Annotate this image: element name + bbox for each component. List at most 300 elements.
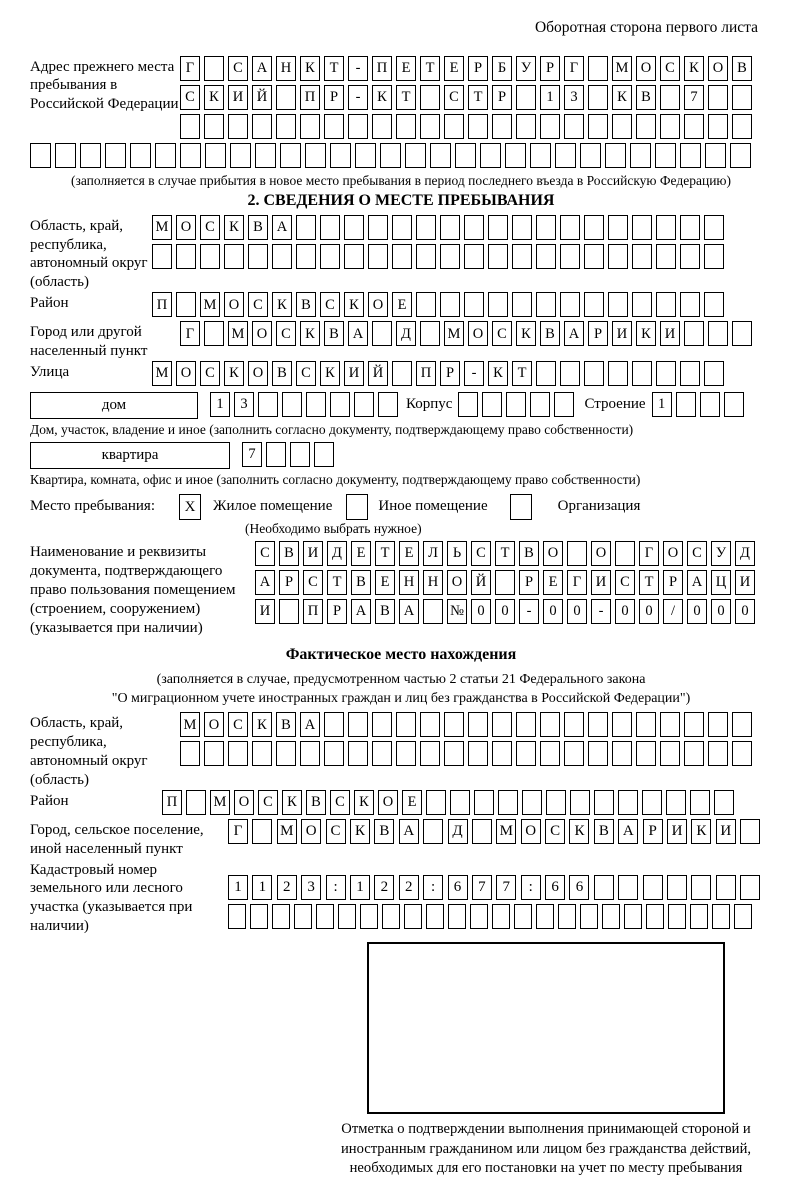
char-box — [612, 741, 632, 766]
char-box: А — [399, 599, 419, 624]
char-box — [732, 85, 752, 110]
char-box — [608, 244, 628, 269]
confirmation-stamp-area — [367, 942, 725, 1114]
char-box — [588, 56, 608, 81]
char-box: Е — [375, 570, 395, 595]
char-box: О — [591, 541, 611, 566]
char-box: В — [296, 292, 316, 317]
char-box — [584, 244, 604, 269]
actual-region-label: Область, край, республика, автономный округ (область) — [30, 715, 148, 788]
char-box — [492, 712, 512, 737]
char-box — [230, 143, 251, 168]
char-box — [516, 114, 536, 139]
char-box: Т — [639, 570, 659, 595]
char-box: А — [399, 819, 419, 844]
char-box: 6 — [545, 875, 565, 900]
char-box — [506, 392, 526, 417]
char-box — [632, 244, 652, 269]
actual-city-line — [228, 819, 760, 844]
apartment-row — [30, 442, 772, 471]
char-box — [656, 244, 676, 269]
char-box: С — [255, 541, 275, 566]
actual-region-grid — [180, 712, 752, 770]
char-box — [344, 244, 364, 269]
char-box — [444, 741, 464, 766]
char-box — [704, 215, 724, 240]
region-line2 — [152, 244, 724, 269]
prev-address-grid — [180, 56, 752, 143]
char-box — [372, 321, 392, 346]
char-box: Г — [567, 570, 587, 595]
document-line3 — [255, 599, 755, 624]
char-box: И — [660, 321, 680, 346]
char-box — [660, 85, 680, 110]
region-row — [30, 215, 772, 293]
char-box — [636, 741, 656, 766]
char-box — [560, 292, 580, 317]
char-box — [536, 292, 556, 317]
char-box — [660, 741, 680, 766]
char-box: Н — [399, 570, 419, 595]
char-box — [416, 292, 436, 317]
char-box — [290, 442, 310, 467]
char-box — [516, 712, 536, 737]
char-box — [248, 244, 268, 269]
char-box — [416, 244, 436, 269]
char-box: Е — [351, 541, 371, 566]
char-box — [426, 790, 446, 815]
char-box: К — [612, 85, 632, 110]
char-box — [656, 215, 676, 240]
char-box — [444, 712, 464, 737]
char-box — [426, 904, 444, 929]
char-box — [176, 244, 196, 269]
char-box — [530, 143, 551, 168]
char-box — [530, 392, 550, 417]
char-box — [468, 741, 488, 766]
stay-type-note: (Необходимо выбрать нужное) — [245, 521, 422, 537]
char-box — [204, 741, 224, 766]
char-box: Т — [512, 361, 532, 386]
char-box — [204, 114, 224, 139]
char-box — [512, 215, 532, 240]
char-box: К — [204, 85, 224, 110]
actual-district-label: Район — [30, 792, 69, 809]
char-box — [252, 114, 272, 139]
char-box: 0 — [543, 599, 563, 624]
char-box: П — [372, 56, 392, 81]
char-box — [684, 712, 704, 737]
char-box — [348, 741, 368, 766]
char-box — [564, 712, 584, 737]
stroenie-label: Строение — [584, 396, 646, 413]
char-box — [30, 143, 51, 168]
char-box — [655, 143, 676, 168]
char-box: С — [320, 292, 340, 317]
char-box — [666, 790, 686, 815]
char-box: И — [735, 570, 755, 595]
char-box — [458, 392, 478, 417]
house-cells — [210, 392, 398, 417]
char-box: 0 — [615, 599, 635, 624]
char-box: С — [545, 819, 565, 844]
char-box — [488, 292, 508, 317]
apartment-field-label: квартира — [101, 447, 159, 464]
char-box — [296, 244, 316, 269]
apartment-caption: Квартира, комната, офис и иное (заполнить согласно документу, подтверждающему право собственности) — [30, 472, 641, 488]
district-row — [30, 292, 772, 321]
char-box: И — [344, 361, 364, 386]
char-box — [656, 292, 676, 317]
char-box: С — [326, 819, 346, 844]
char-box: А — [351, 599, 371, 624]
char-box: С — [200, 361, 220, 386]
char-box — [372, 741, 392, 766]
char-box — [472, 819, 492, 844]
char-box: А — [300, 712, 320, 737]
char-box — [380, 143, 401, 168]
char-box: 0 — [735, 599, 755, 624]
char-box — [584, 215, 604, 240]
char-box — [440, 292, 460, 317]
char-box: О — [663, 541, 683, 566]
char-box: Е — [444, 56, 464, 81]
char-box — [522, 790, 542, 815]
char-box: О — [204, 712, 224, 737]
char-box — [660, 114, 680, 139]
char-box — [667, 875, 687, 900]
char-box — [668, 904, 686, 929]
char-box — [708, 85, 728, 110]
char-box — [338, 904, 356, 929]
document-line2 — [255, 570, 755, 595]
char-box: 0 — [567, 599, 587, 624]
char-box — [488, 215, 508, 240]
char-box: 3 — [234, 392, 254, 417]
char-box — [554, 392, 574, 417]
char-box: И — [591, 570, 611, 595]
char-box — [594, 790, 614, 815]
actual-location-caption1: (заполняется в случае, предусмотренном частью 2 статьи 21 Федерального закона — [156, 671, 646, 687]
char-box — [536, 361, 556, 386]
char-box: - — [348, 85, 368, 110]
char-box: К — [354, 790, 374, 815]
char-box: И — [716, 819, 736, 844]
cadastral-label: Кадастровый номер земельного или лесного участка (указывается при наличии) — [30, 861, 193, 935]
char-box — [700, 392, 720, 417]
char-box — [580, 143, 601, 168]
char-box: М — [152, 215, 172, 240]
char-box — [732, 741, 752, 766]
prev-address-line4 — [30, 143, 772, 168]
char-box — [505, 143, 526, 168]
char-box — [205, 143, 226, 168]
char-box — [680, 292, 700, 317]
char-box — [252, 741, 272, 766]
char-box: Н — [276, 56, 296, 81]
char-box — [564, 114, 584, 139]
char-box: У — [711, 541, 731, 566]
char-box: О — [521, 819, 541, 844]
char-box: М — [210, 790, 230, 815]
char-box: К — [488, 361, 508, 386]
char-box — [470, 904, 488, 929]
char-box — [396, 741, 416, 766]
char-box — [55, 143, 76, 168]
char-box — [468, 114, 488, 139]
char-box: Е — [399, 541, 419, 566]
char-box — [480, 143, 501, 168]
stay-type-option-residential: Жилое помещение — [213, 498, 333, 515]
char-box — [392, 244, 412, 269]
char-box: О — [301, 819, 321, 844]
char-box — [324, 741, 344, 766]
char-box: 6 — [569, 875, 589, 900]
char-box — [564, 741, 584, 766]
char-box: К — [344, 292, 364, 317]
char-box: Д — [735, 541, 755, 566]
section2-title: 2. СВЕДЕНИЯ О МЕСТЕ ПРЕБЫВАНИЯ — [247, 191, 555, 209]
char-box — [200, 244, 220, 269]
stay-type-row — [30, 494, 772, 520]
actual-city-row — [30, 819, 772, 859]
char-box — [330, 143, 351, 168]
char-box: № — [447, 599, 467, 624]
char-box: О — [252, 321, 272, 346]
char-box — [488, 244, 508, 269]
char-box: П — [162, 790, 182, 815]
korpus-label: Корпус — [406, 396, 453, 413]
apartment-field-box — [30, 442, 230, 469]
char-box — [320, 244, 340, 269]
char-box — [684, 114, 704, 139]
char-box: Г — [180, 321, 200, 346]
char-box: 3 — [564, 85, 584, 110]
actual-region-line1 — [180, 712, 752, 737]
char-box — [540, 741, 560, 766]
char-box — [378, 392, 398, 417]
char-box — [464, 215, 484, 240]
char-box: Т — [396, 85, 416, 110]
char-box: И — [255, 599, 275, 624]
cadastral-line1 — [228, 875, 760, 900]
char-box — [152, 244, 172, 269]
char-box — [204, 56, 224, 81]
char-box — [186, 790, 206, 815]
char-box — [588, 712, 608, 737]
char-box: С — [492, 321, 512, 346]
char-box — [276, 741, 296, 766]
char-box: Г — [639, 541, 659, 566]
char-box: С — [228, 712, 248, 737]
char-box: С — [248, 292, 268, 317]
char-box — [416, 215, 436, 240]
char-box: М — [228, 321, 248, 346]
char-box — [690, 790, 710, 815]
char-box — [282, 392, 302, 417]
char-box: О — [248, 361, 268, 386]
char-box: О — [468, 321, 488, 346]
char-box: 2 — [277, 875, 297, 900]
char-box — [279, 599, 299, 624]
char-box — [636, 114, 656, 139]
char-box: К — [516, 321, 536, 346]
char-box — [660, 712, 680, 737]
char-box — [176, 292, 196, 317]
char-box: О — [176, 361, 196, 386]
cadastral-row — [30, 859, 772, 937]
char-box: К — [300, 56, 320, 81]
char-box — [464, 292, 484, 317]
char-box — [448, 904, 466, 929]
char-box: В — [519, 541, 539, 566]
char-box — [392, 215, 412, 240]
actual-region-row — [30, 712, 772, 790]
char-box: О — [176, 215, 196, 240]
char-box — [405, 143, 426, 168]
char-box — [420, 114, 440, 139]
char-box: Р — [588, 321, 608, 346]
char-box — [455, 143, 476, 168]
char-box — [740, 819, 760, 844]
page-side-note: Оборотная сторона первого листа — [534, 19, 758, 36]
char-box — [368, 215, 388, 240]
char-box — [588, 85, 608, 110]
char-box: В — [375, 599, 395, 624]
char-box: П — [300, 85, 320, 110]
char-box: С — [615, 570, 635, 595]
char-box: П — [416, 361, 436, 386]
char-box: В — [374, 819, 394, 844]
document-grid — [255, 541, 755, 628]
char-box: И — [303, 541, 323, 566]
char-box: В — [248, 215, 268, 240]
char-box: П — [303, 599, 323, 624]
char-box — [588, 114, 608, 139]
char-box — [608, 215, 628, 240]
char-box — [588, 741, 608, 766]
char-box: О — [234, 790, 254, 815]
char-box: М — [496, 819, 516, 844]
korpus-cells — [458, 392, 574, 417]
char-box — [690, 904, 708, 929]
char-box — [130, 143, 151, 168]
char-box — [608, 292, 628, 317]
char-box: С — [180, 85, 200, 110]
char-box — [420, 321, 440, 346]
char-box — [708, 321, 728, 346]
char-box — [228, 741, 248, 766]
char-box: Р — [327, 599, 347, 624]
char-box — [643, 875, 663, 900]
char-box: В — [636, 85, 656, 110]
prev-address-line3 — [180, 114, 752, 139]
char-box — [636, 712, 656, 737]
char-box — [612, 114, 632, 139]
char-box: К — [569, 819, 589, 844]
char-box: Й — [471, 570, 491, 595]
char-box — [330, 392, 350, 417]
char-box — [560, 361, 580, 386]
char-box — [680, 361, 700, 386]
city-line — [180, 321, 752, 346]
char-box — [228, 904, 246, 929]
char-box — [272, 244, 292, 269]
char-box: С — [471, 541, 491, 566]
house-row — [30, 392, 772, 421]
char-box: О — [224, 292, 244, 317]
document-line1 — [255, 541, 755, 566]
actual-district-row — [30, 790, 772, 819]
char-box: 1 — [228, 875, 248, 900]
char-box: 2 — [399, 875, 419, 900]
char-box: М — [152, 361, 172, 386]
char-box — [392, 361, 412, 386]
prev-address-label: Адрес прежнего места пребывания в Российской Федерации — [30, 58, 179, 113]
char-box — [420, 85, 440, 110]
region-label: Область, край, республика, автономный округ (область) — [30, 217, 148, 291]
char-box — [555, 143, 576, 168]
char-box — [580, 904, 598, 929]
char-box — [642, 790, 662, 815]
char-box: 7 — [242, 442, 262, 467]
char-box: К — [684, 56, 704, 81]
char-box — [632, 292, 652, 317]
char-box — [492, 904, 510, 929]
char-box: Р — [468, 56, 488, 81]
char-box — [482, 392, 502, 417]
district-label: Район — [30, 295, 69, 312]
char-box: 0 — [711, 599, 731, 624]
char-box: В — [594, 819, 614, 844]
char-box: К — [350, 819, 370, 844]
char-box — [684, 321, 704, 346]
char-box: Д — [327, 541, 347, 566]
char-box: - — [591, 599, 611, 624]
char-box — [80, 143, 101, 168]
char-box — [314, 442, 334, 467]
char-box — [558, 904, 576, 929]
char-box: : — [423, 875, 443, 900]
char-box: 7 — [496, 875, 516, 900]
stay-type-option-other: Иное помещение — [378, 498, 488, 515]
char-box: И — [667, 819, 687, 844]
char-box — [602, 904, 620, 929]
char-box — [372, 114, 392, 139]
char-box — [724, 392, 744, 417]
char-box — [320, 215, 340, 240]
char-box: Р — [440, 361, 460, 386]
char-box — [536, 215, 556, 240]
char-box: Т — [327, 570, 347, 595]
char-box: А — [618, 819, 638, 844]
char-box — [516, 741, 536, 766]
char-box: А — [272, 215, 292, 240]
char-box — [300, 114, 320, 139]
char-box — [632, 361, 652, 386]
char-box — [684, 741, 704, 766]
char-box: Г — [228, 819, 248, 844]
char-box — [536, 244, 556, 269]
char-box — [280, 143, 301, 168]
char-box: Е — [402, 790, 422, 815]
char-box: : — [521, 875, 541, 900]
char-box — [514, 904, 532, 929]
city-label: Город или другой населенный пункт — [30, 324, 148, 360]
prev-address-line2 — [180, 85, 752, 110]
char-box — [255, 143, 276, 168]
char-box: К — [372, 85, 392, 110]
